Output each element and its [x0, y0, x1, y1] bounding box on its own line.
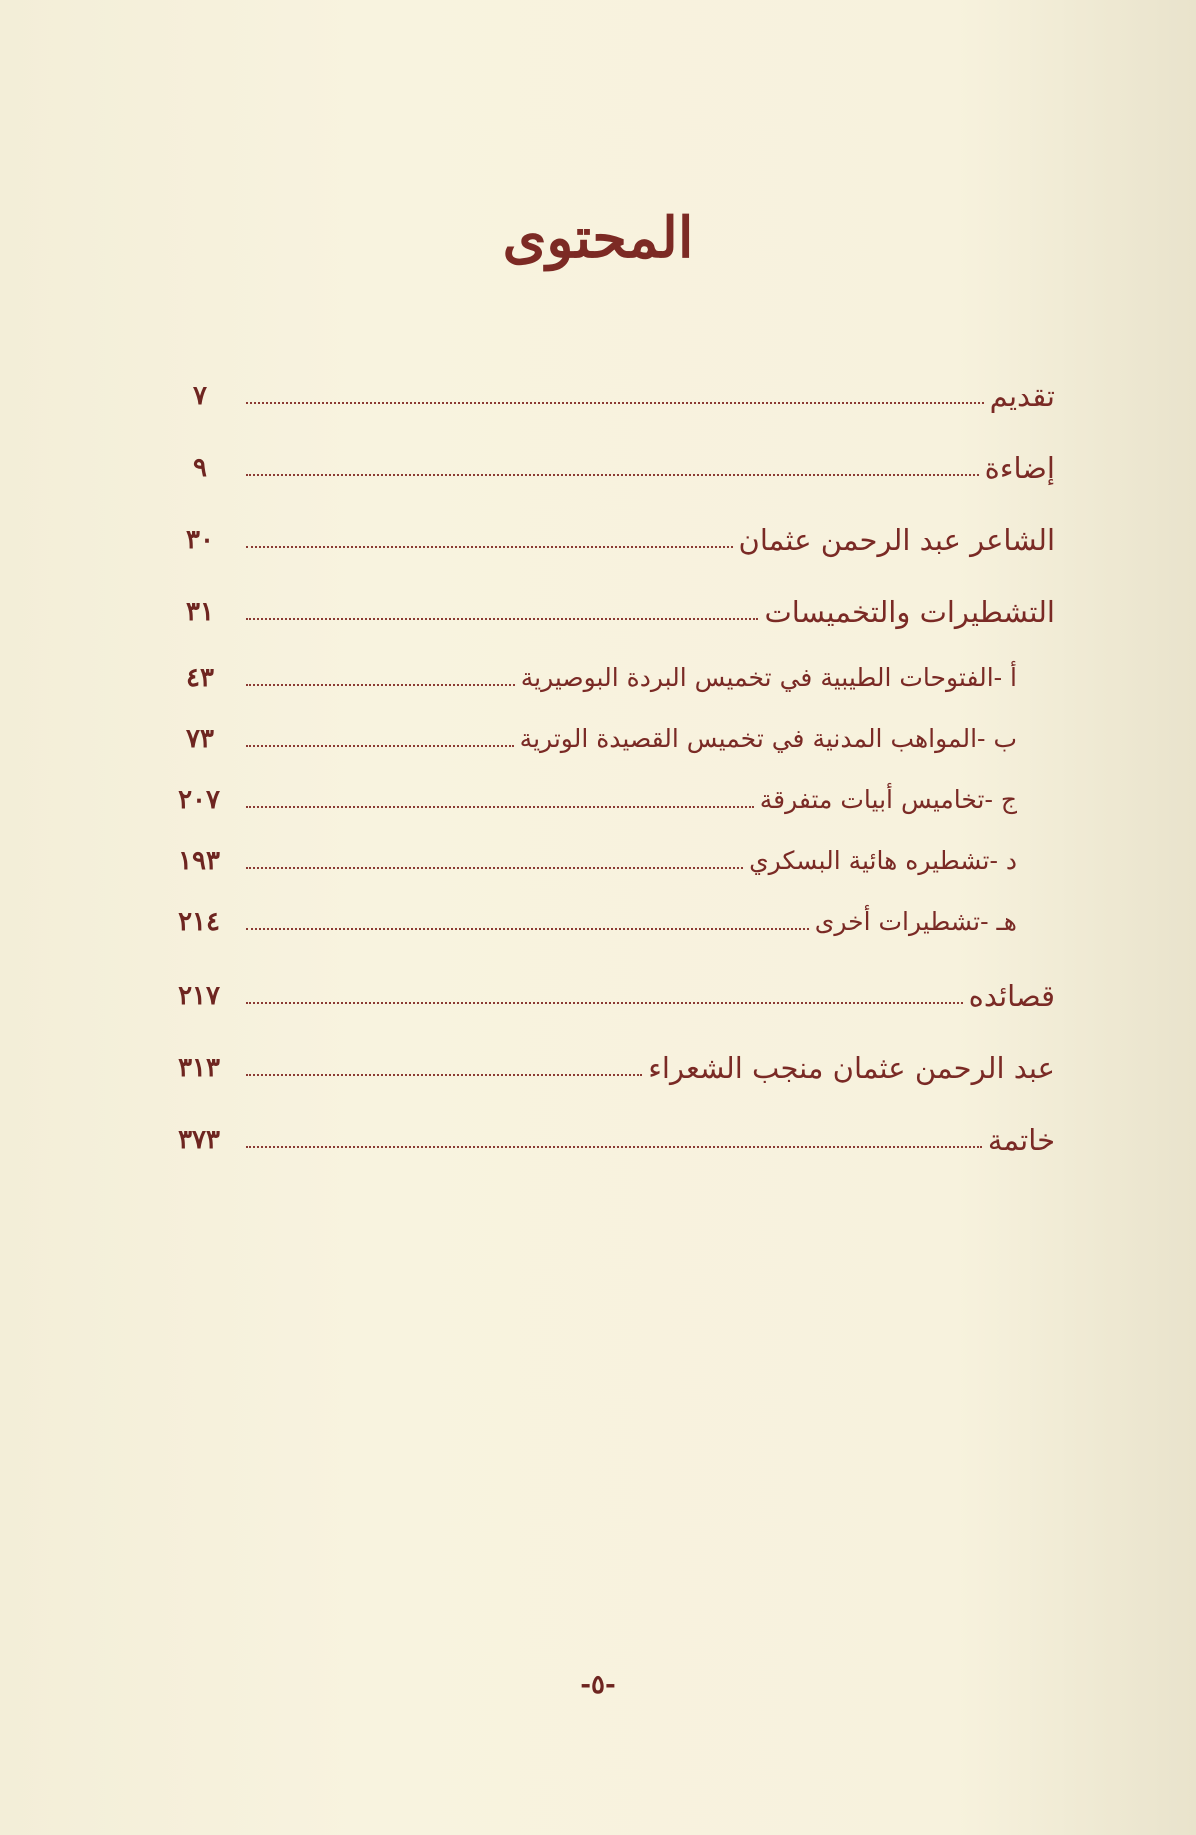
toc-entry-title: التشطيرات والتخميسات: [764, 595, 1055, 629]
dot-leader: [246, 617, 758, 620]
toc-subentry-e: [180, 886, 1055, 942]
toc-entry-4: [180, 576, 1055, 632]
page-title: المحتوى: [502, 205, 694, 271]
toc-entry-3: [180, 504, 1055, 560]
toc-entry-title: أ -الفتوحات الطيبية في تخميس البردة البوصيرية: [520, 663, 1017, 692]
dot-leader: [246, 927, 809, 930]
toc-entry-title: خاتمة: [987, 1123, 1055, 1157]
dot-leader: [246, 1073, 642, 1076]
dot-leader: [246, 1145, 982, 1148]
toc-entry-1: [180, 360, 1055, 416]
toc-entry-title: د -تشطيره هائية البسكري: [749, 846, 1017, 875]
page-number-footer: -٥-: [580, 1670, 616, 1700]
toc-entry-page: ٤٣: [186, 663, 214, 693]
toc-subentry-c: [180, 764, 1055, 820]
toc-entry-title: قصائده: [968, 979, 1055, 1013]
toc-entry-title: تقديم: [989, 379, 1055, 413]
toc-entry-page: ٩: [193, 453, 207, 483]
toc-entry-page: ٣١: [186, 597, 214, 627]
dot-leader: [246, 805, 754, 808]
toc-subentry-b: [180, 703, 1055, 759]
dot-leader: [246, 683, 515, 686]
toc-subentry-d: [180, 825, 1055, 881]
dot-leader: [246, 401, 984, 404]
toc-entry-5: [180, 960, 1055, 1016]
toc-entry-page: ٣٠: [186, 525, 214, 555]
toc-entry-page: ٧٣: [186, 724, 214, 754]
toc-entry-title: ب -المواهب المدنية في تخميس القصيدة الوترية: [519, 724, 1017, 753]
toc-entry-7: [180, 1104, 1055, 1160]
dot-leader: [246, 545, 733, 548]
toc-subentry-a: [180, 642, 1055, 698]
toc-entry-title: عبد الرحمن عثمان منجب الشعراء: [648, 1051, 1055, 1085]
toc-entry-page: ٧: [193, 381, 207, 411]
toc-entry-page: ٢١٧: [178, 981, 220, 1011]
dot-leader: [246, 866, 743, 869]
toc-entry-title: الشاعر عبد الرحمن عثمان: [738, 523, 1055, 557]
toc-entry-page: ١٩٣: [178, 846, 220, 876]
toc-entry-page: ٣٧٣: [178, 1125, 220, 1155]
toc-entry-6: [180, 1032, 1055, 1088]
toc-entry-title: إضاءة: [984, 451, 1055, 485]
toc-entry-title: هـ -تشطيرات أخرى: [814, 907, 1017, 936]
dot-leader: [246, 473, 979, 476]
toc-entry-title: ج -تخاميس أبيات متفرقة: [759, 785, 1017, 814]
dot-leader: [246, 1001, 963, 1004]
dot-leader: [246, 744, 514, 747]
toc-entry-2: [180, 432, 1055, 488]
toc-entry-page: ٢١٤: [178, 907, 220, 937]
toc-entry-page: ٢٠٧: [178, 785, 220, 815]
toc-entry-page: ٣١٣: [178, 1053, 220, 1083]
